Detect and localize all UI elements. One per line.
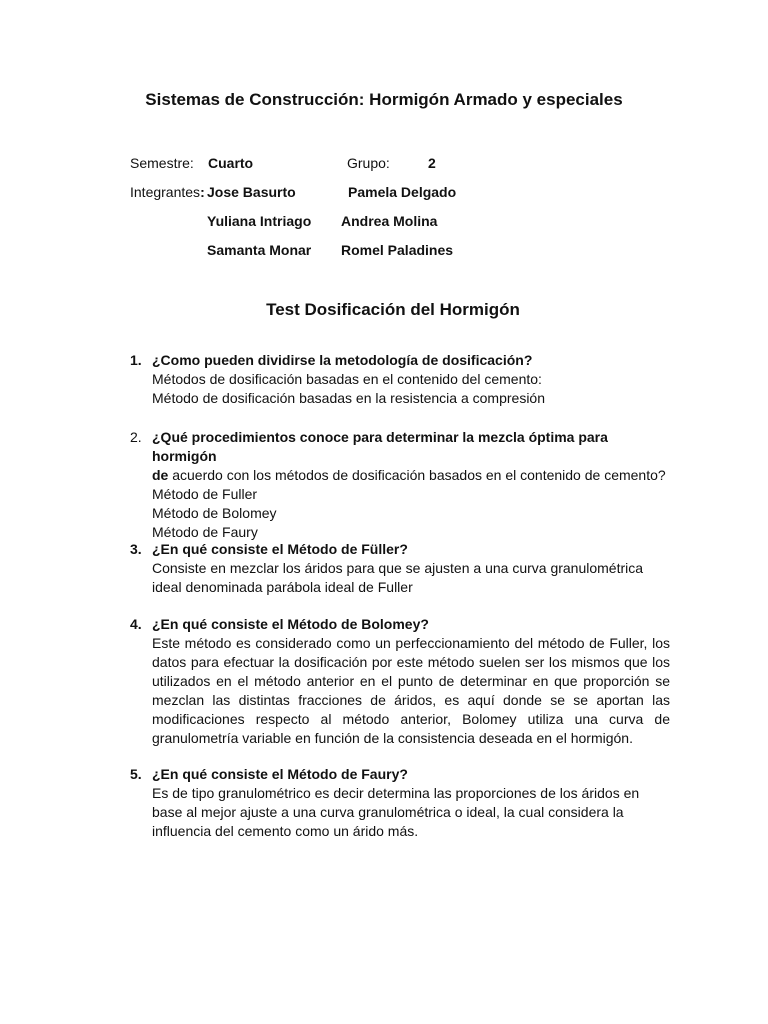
answer-line: Método de dosificación basadas en la resistencia a compresión [152,390,546,406]
member-name: Pamela Delgado [348,184,457,200]
question-text: ¿Como pueden dividirse la metodología de dosificación? [152,352,533,368]
answer-line: Método de Fuller [152,486,258,502]
member-name: Jose Basurto [207,184,296,200]
members-label-row [130,182,205,202]
question-item [130,428,670,542]
member-name: Romel Paladines [341,242,454,258]
members-label: Integrantes [130,184,201,200]
question-number: 1. [130,352,142,368]
semester-value: Cuarto [208,155,254,171]
test-subtitle: Test Dosificación del Hormigón [266,300,520,319]
question-item [130,540,670,597]
members-colon: : [200,184,205,200]
answer-paragraph: Este método es considerado como un perfeccionamiento del método de Fuller, los datos para efectuar la dosificación por este método suelen ser los mismos que los utilizados en el método anterior en el punto de determinar en que proporción se mezclan las distintas fracciones de áridos, es aquí donde se se aportan las modificaciones respecto al método anterior, Bolomey utiliza una curva de granulometría variable en función de la consistencia deseada en el hormigón. [152,635,670,746]
question-item [130,615,670,748]
question-text: ¿En qué consiste el Método de Füller? [152,541,408,557]
question-number: 2. [130,429,142,445]
semester-label: Semestre: [130,155,194,171]
answer-line: Método de Faury [152,524,258,540]
member-name: Yuliana Intriago [207,213,312,229]
question-number: 3. [130,541,142,557]
question-text: ¿En qué consiste el Método de Faury? [152,766,408,782]
member-name: Samanta Monar [207,242,312,258]
answer-paragraph: Es de tipo granulométrico es decir determina las proporciones de los áridos en base al mejor ajuste a una curva granulométrica o ideal, la cual considera la influencia del cemento como un árido más. [152,785,640,839]
answer-line: Método de Bolomey [152,505,277,521]
document-title: Sistemas de Construcción: Hormigón Armado y especiales [145,90,623,109]
question-text: ¿En qué consiste el Método de Bolomey? [152,616,429,632]
question-text: ¿Qué procedimientos conoce para determinar la mezcla óptima para hormigón [152,429,608,464]
question-item [130,765,670,841]
question-number: 5. [130,766,142,782]
question-text-continued [152,466,670,485]
answer-line: Métodos de dosificación basadas en el contenido del cemento: [152,371,542,387]
member-name: Andrea Molina [341,213,438,229]
question-text-rest: acuerdo con los métodos de dosificación basados en el contenido de cemento? [168,467,666,483]
question-text-bold-word: de [152,467,169,483]
question-number: 4. [130,616,142,632]
group-label: Grupo: [347,155,390,171]
question-item [130,351,670,408]
answer-paragraph: Consiste en mezclar los áridos para que se ajusten a una curva granulométrica ideal denominada parábola ideal de Fuller [152,560,644,595]
group-value: 2 [428,155,436,171]
